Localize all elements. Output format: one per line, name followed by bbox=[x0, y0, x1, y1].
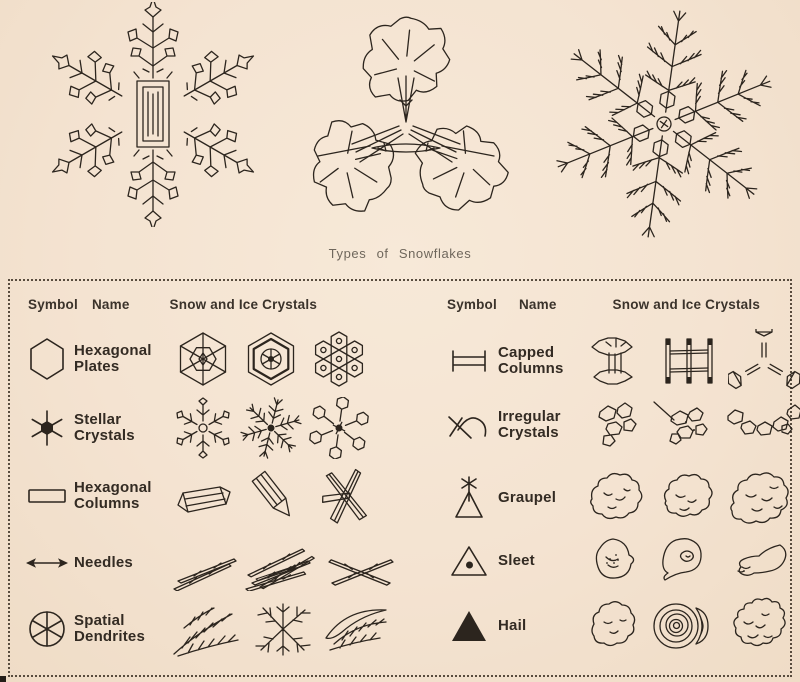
legend-column-left bbox=[20, 281, 392, 675]
header-name: Name bbox=[91, 297, 130, 312]
row-label: Needles bbox=[74, 553, 133, 571]
scan-edge-artifact bbox=[0, 676, 6, 682]
hailstone-2-cross-section bbox=[648, 594, 720, 658]
needle-crystal-3 bbox=[324, 535, 398, 591]
irregular-crystal-1 bbox=[580, 396, 646, 454]
spatial-dendrite-crystal-3 bbox=[320, 598, 396, 660]
legend-row-needles bbox=[20, 533, 392, 593]
legend-row-spatial-dendrites bbox=[20, 595, 392, 663]
triangle-with-dot-icon bbox=[449, 543, 489, 579]
sleet-pellet-3 bbox=[720, 531, 794, 591]
hexagonal-plate-crystal-1 bbox=[170, 329, 236, 389]
graupel-crystal-2 bbox=[654, 465, 722, 531]
double-headed-arrow-icon bbox=[24, 555, 70, 571]
hailstone-1 bbox=[580, 594, 646, 658]
header-symbol: Symbol bbox=[28, 297, 78, 312]
header-crystals: Snow and Ice Crystals bbox=[612, 297, 761, 312]
hexagonal-plate-crystal-2 bbox=[238, 329, 304, 389]
hexagonal-column-crystal-3 bbox=[310, 465, 382, 527]
figure-caption: Types of Snowflakes bbox=[328, 246, 472, 261]
six-point-star-icon bbox=[27, 405, 67, 451]
snowflake-illustration-fern-dendrite bbox=[544, 0, 784, 240]
row-label: Sleet bbox=[498, 551, 535, 569]
six-sector-circle-icon bbox=[26, 608, 68, 650]
row-label: Spatial Dendrites bbox=[74, 611, 145, 645]
graupel-crystal-3 bbox=[724, 465, 800, 531]
sleet-pellet-2 bbox=[648, 531, 718, 591]
legend-row-sleet bbox=[440, 529, 786, 593]
filled-triangle-icon bbox=[450, 608, 488, 644]
needle-crystal-2 bbox=[244, 535, 322, 591]
header-name: Name bbox=[518, 297, 557, 312]
graupel-crystal-1 bbox=[580, 465, 652, 531]
capped-column-icon bbox=[446, 348, 492, 374]
irregular-crystal-3 bbox=[722, 396, 800, 454]
row-label: Hexagonal Plates bbox=[74, 341, 152, 375]
header-crystals: Snow and Ice Crystals bbox=[169, 297, 318, 312]
legend-row-capped-columns bbox=[440, 327, 786, 395]
snowflake-illustration-triple-plate bbox=[288, 10, 523, 225]
legend-row-irregular-crystals bbox=[440, 393, 786, 457]
capped-column-crystal-1 bbox=[580, 329, 652, 393]
row-label: Capped Columns bbox=[498, 343, 564, 377]
hexagonal-column-crystal-1 bbox=[170, 465, 238, 527]
triangle-with-crossed-staff-icon bbox=[451, 475, 487, 521]
legend-column-right bbox=[440, 281, 786, 675]
hexagon-outline-icon bbox=[27, 336, 67, 382]
row-label: Hail bbox=[498, 616, 527, 634]
needle-crystal-1 bbox=[170, 535, 242, 591]
row-label: Hexagonal Columns bbox=[74, 478, 152, 512]
header-symbol: Symbol bbox=[447, 297, 497, 312]
crossed-lines-with-arc-icon bbox=[446, 409, 492, 441]
legend-row-graupel bbox=[440, 463, 786, 533]
legend-row-hexagonal-columns bbox=[20, 461, 392, 531]
capped-column-crystal-2 bbox=[654, 329, 726, 393]
legend-header-left bbox=[20, 297, 392, 312]
legend-row-hexagonal-plates bbox=[20, 327, 392, 391]
hexagonal-plate-crystal-3 bbox=[306, 329, 372, 389]
rectangle-outline-icon bbox=[26, 486, 68, 506]
snowflake-illustration-dendrite-column bbox=[38, 2, 268, 227]
row-label: Graupel bbox=[498, 488, 557, 506]
snowflake-types-legend-box bbox=[8, 279, 792, 677]
hexagonal-column-crystal-2 bbox=[240, 465, 308, 527]
legend-row-stellar-crystals bbox=[20, 395, 392, 461]
row-label: Stellar Crystals bbox=[74, 410, 135, 444]
irregular-crystal-2 bbox=[648, 396, 720, 454]
sleet-pellet-1 bbox=[580, 531, 646, 591]
stellar-crystal-3 bbox=[306, 397, 372, 459]
legend-row-hail bbox=[440, 592, 786, 660]
legend-header-right bbox=[440, 297, 786, 312]
row-label: Irregular Crystals bbox=[498, 407, 561, 441]
capped-column-crystal-3 bbox=[728, 329, 800, 393]
stellar-crystal-1 bbox=[170, 397, 236, 459]
spatial-dendrite-crystal-2 bbox=[248, 598, 318, 660]
hailstone-3 bbox=[722, 594, 792, 658]
spatial-dendrite-crystal-1 bbox=[170, 598, 246, 660]
stellar-crystal-2 bbox=[238, 397, 304, 459]
